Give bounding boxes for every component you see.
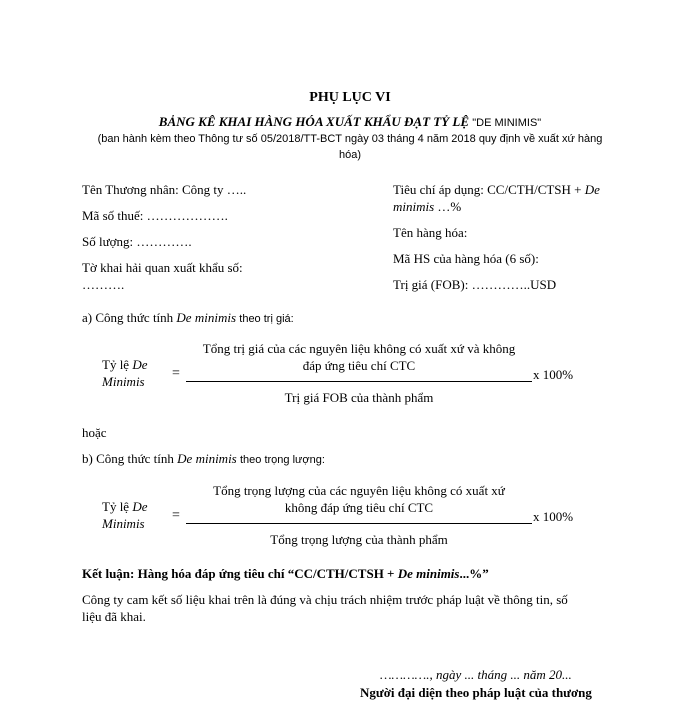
quantity-field: Số lượng: …………. xyxy=(82,234,192,249)
conclusion-italic: De minimis xyxy=(397,566,460,581)
customs-declaration-field: Tờ khai hải quan xuất khẩu số: xyxy=(82,260,243,275)
formula-b-numerator-line-2: không đáp ứng tiêu chí CTC xyxy=(284,500,434,515)
appendix-title: PHỤ LỤC VI xyxy=(309,90,391,105)
goods-name-field: Tên hàng hóa: xyxy=(393,225,468,240)
formula-b-ratio-de: De xyxy=(132,499,148,514)
formula-b-denominator: Tổng trọng lượng của thành phẩm xyxy=(270,532,448,547)
merchant-field: Tên Thương nhân: Công ty ….. xyxy=(82,182,247,197)
signature-representative: Người đại diện theo pháp luật của thương xyxy=(360,685,592,700)
subtitle-line-1: (ban hành kèm theo Thông tư số 05/2018/TT-BCT ngày 03 tháng 4 năm 2018 quy định về xuất xứ hàng xyxy=(97,133,603,145)
formula-a-multiplier: x 100% xyxy=(533,367,574,382)
conclusion-text xyxy=(82,566,489,582)
formula-a-equals: = xyxy=(172,366,180,381)
formula-a-ratio-label xyxy=(102,357,148,373)
formula-b-ratio-minimis: Minimis xyxy=(102,516,145,531)
formula-a-heading-suffix: theo trị giá: xyxy=(239,313,294,325)
signature-date-line: …………., ngày ... tháng ... năm 20... xyxy=(380,667,572,682)
formula-b-equals: = xyxy=(172,508,180,523)
formula-b-heading-prefix: b) Công thức tính xyxy=(82,451,174,466)
formula-a-heading xyxy=(82,310,294,326)
document-title-main: BẢNG KÊ KHAI HÀNG HÓA XUẤT KHẨU ĐẠT TỶ LỆ xyxy=(158,114,470,129)
formula-a-heading-italic: De minimis xyxy=(176,310,237,325)
formula-b-heading-suffix: theo trọng lượng: xyxy=(240,454,325,466)
formula-b-heading-italic: De minimis xyxy=(177,451,237,466)
criteria-de: De xyxy=(584,182,600,197)
formula-a-ratio-de: De xyxy=(132,357,148,372)
formula-a-fraction-bar xyxy=(186,381,532,382)
document-title-tail: "DE MINIMIS" xyxy=(472,117,542,129)
conclusion-prefix: Kết luận: Hàng hóa đáp ứng tiêu chí “CC/CTH/CTSH + xyxy=(82,566,395,581)
formula-b-numerator-line-1: Tổng trọng lượng của các nguyên liệu không có xuất xứ xyxy=(213,483,505,498)
fob-price-field: Trị giá (FOB): …………..USD xyxy=(393,277,557,292)
formula-b-ratio-label xyxy=(102,499,148,515)
hs-code-field: Mã HS của hàng hóa (6 số): xyxy=(393,251,539,266)
formula-a-denominator: Trị giá FOB của thành phẩm xyxy=(284,390,434,405)
formula-b-heading xyxy=(82,451,325,467)
or-text: hoặc xyxy=(82,425,107,440)
criteria-field xyxy=(393,182,600,198)
formula-a-heading-prefix: a) Công thức tính xyxy=(82,310,174,325)
formula-b-multiplier: x 100% xyxy=(533,509,574,524)
criteria-prefix: Tiêu chí áp dụng: CC/CTH/CTSH + xyxy=(393,182,582,197)
document-title xyxy=(0,114,700,130)
commitment-line-2: liệu đã khai. xyxy=(82,609,146,624)
formula-a-ratio-minimis: Minimis xyxy=(102,374,145,389)
subtitle-line-2: hóa) xyxy=(338,149,362,161)
tax-code-field: Mã số thuế: ………………. xyxy=(82,208,228,223)
conclusion-suffix: ...%” xyxy=(459,566,489,581)
commitment-line-1: Công ty cam kết số liệu khai trên là đúng và chịu trách nhiệm trước pháp luật về thông tin, số xyxy=(82,592,568,607)
formula-b-fraction-bar xyxy=(186,523,532,524)
formula-a-ratio-prefix: Tỷ lệ xyxy=(102,357,130,372)
formula-a-numerator-line-1: Tổng trị giá của các nguyên liệu không có xuất xứ và không xyxy=(202,341,516,356)
criteria-field-line-2 xyxy=(393,199,461,215)
customs-declaration-value: ………. xyxy=(82,277,125,292)
criteria-minimis: minimis xyxy=(393,199,435,214)
criteria-percent: …% xyxy=(434,199,462,214)
formula-b-ratio-prefix: Tỷ lệ xyxy=(102,499,130,514)
formula-a-numerator-line-2: đáp ứng tiêu chí CTC xyxy=(302,358,416,373)
